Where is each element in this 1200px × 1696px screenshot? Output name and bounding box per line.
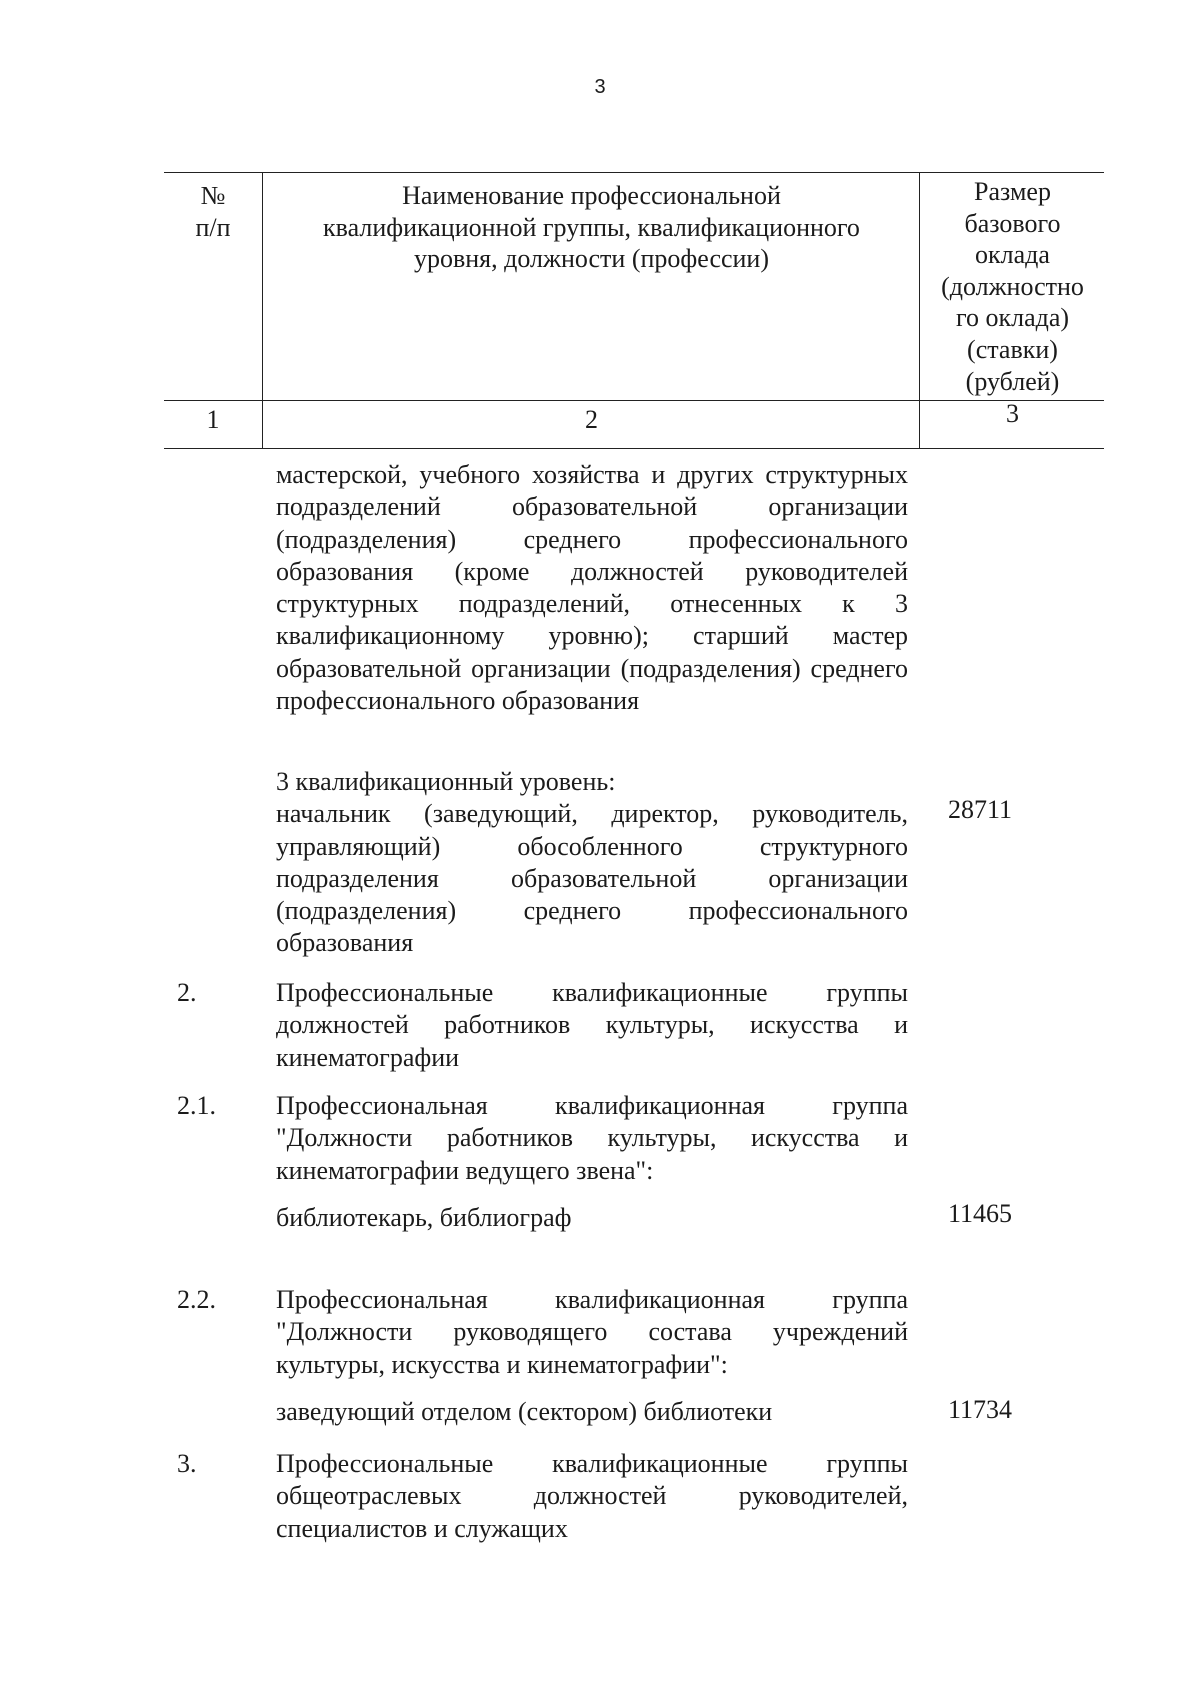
page-number: 3 bbox=[594, 76, 606, 98]
row-value: 28711 bbox=[948, 795, 1013, 824]
header-bottom-border bbox=[164, 448, 1104, 449]
header-col-name-line: уровня, должности (профессии) bbox=[413, 244, 770, 273]
row-text bbox=[276, 766, 908, 960]
header-top-border bbox=[164, 172, 1104, 173]
row-text-paragraph: мастерской, учебного хозяйства и других структурных подразделений образовательной организации (подразделения) среднего профессионального образования (кроме должностей руководителей структурных подразделений, отнесенных к 3 квалификационному уровню); старший мастер образовательной организации (подразделения) среднего профессионального образования bbox=[276, 460, 908, 716]
header-divider-1 bbox=[262, 172, 263, 449]
header-index-1: 1 bbox=[206, 405, 220, 434]
row-text bbox=[276, 1448, 908, 1545]
header-divider-2 bbox=[919, 172, 920, 449]
header-col-salary-line: Размер bbox=[974, 177, 1051, 206]
row-number: 3. bbox=[177, 1449, 197, 1478]
row-text bbox=[276, 1202, 908, 1234]
row-text bbox=[276, 1396, 908, 1428]
header-col-salary-line: (должностно bbox=[941, 271, 1084, 301]
row-text-paragraph: Профессиональные квалификационные группы должностей работников культуры, искусства и кинематографии bbox=[276, 978, 908, 1072]
header-col-number-line: п/п bbox=[195, 212, 231, 242]
header-col-salary-line: базового bbox=[964, 208, 1061, 238]
row-text-paragraph: начальник (заведующий, директор, руководитель, управляющий) обособленного структурного подразделения образовательной организации (подразделения) среднего профессионального образования bbox=[276, 799, 908, 958]
header-col-salary-line: (ставки) bbox=[967, 334, 1058, 364]
header-index-3: 3 bbox=[1006, 399, 1019, 428]
header-col-salary-line: го оклада) bbox=[955, 303, 1070, 333]
row-text-paragraph: Профессиональная квалификационная группа "Должности руководящего состава учреждений культуры, искусства и кинематографии": bbox=[276, 1285, 908, 1379]
header-col-name-line: квалификационной группы, квалификационного bbox=[323, 212, 860, 242]
row-number: 2. bbox=[177, 978, 197, 1007]
row-text bbox=[276, 459, 908, 717]
header-col-name-line: Наименование профессиональной bbox=[402, 181, 781, 210]
row-number: 2.1. bbox=[177, 1091, 216, 1120]
row-heading: 3 квалификационный уровень: bbox=[276, 767, 616, 796]
header-col-number-line: № bbox=[200, 181, 226, 210]
row-text-paragraph: Профессиональные квалификационные группы общеотраслевых должностей руководителей, специалистов и служащих bbox=[276, 1449, 908, 1543]
row-text-paragraph: заведующий отделом (сектором) библиотеки bbox=[276, 1397, 773, 1426]
row-value: 11734 bbox=[948, 1395, 1013, 1424]
row-number: 2.2. bbox=[177, 1285, 216, 1314]
row-text bbox=[276, 1284, 908, 1381]
header-col-salary-line: (рублей) bbox=[965, 366, 1060, 396]
row-text bbox=[276, 977, 908, 1074]
header-col-number bbox=[164, 180, 262, 243]
header-col-salary bbox=[921, 176, 1104, 397]
row-value: 11465 bbox=[948, 1199, 1013, 1228]
row-text-paragraph: Профессиональная квалификационная группа "Должности работников культуры, искусства и кинематографии ведущего звена": bbox=[276, 1091, 908, 1185]
header-col-salary-line: оклада bbox=[975, 240, 1050, 270]
row-text bbox=[276, 1090, 908, 1187]
row-text-paragraph: библиотекарь, библиограф bbox=[276, 1203, 572, 1232]
header-col-name bbox=[264, 180, 919, 275]
header-index-2: 2 bbox=[585, 405, 598, 434]
